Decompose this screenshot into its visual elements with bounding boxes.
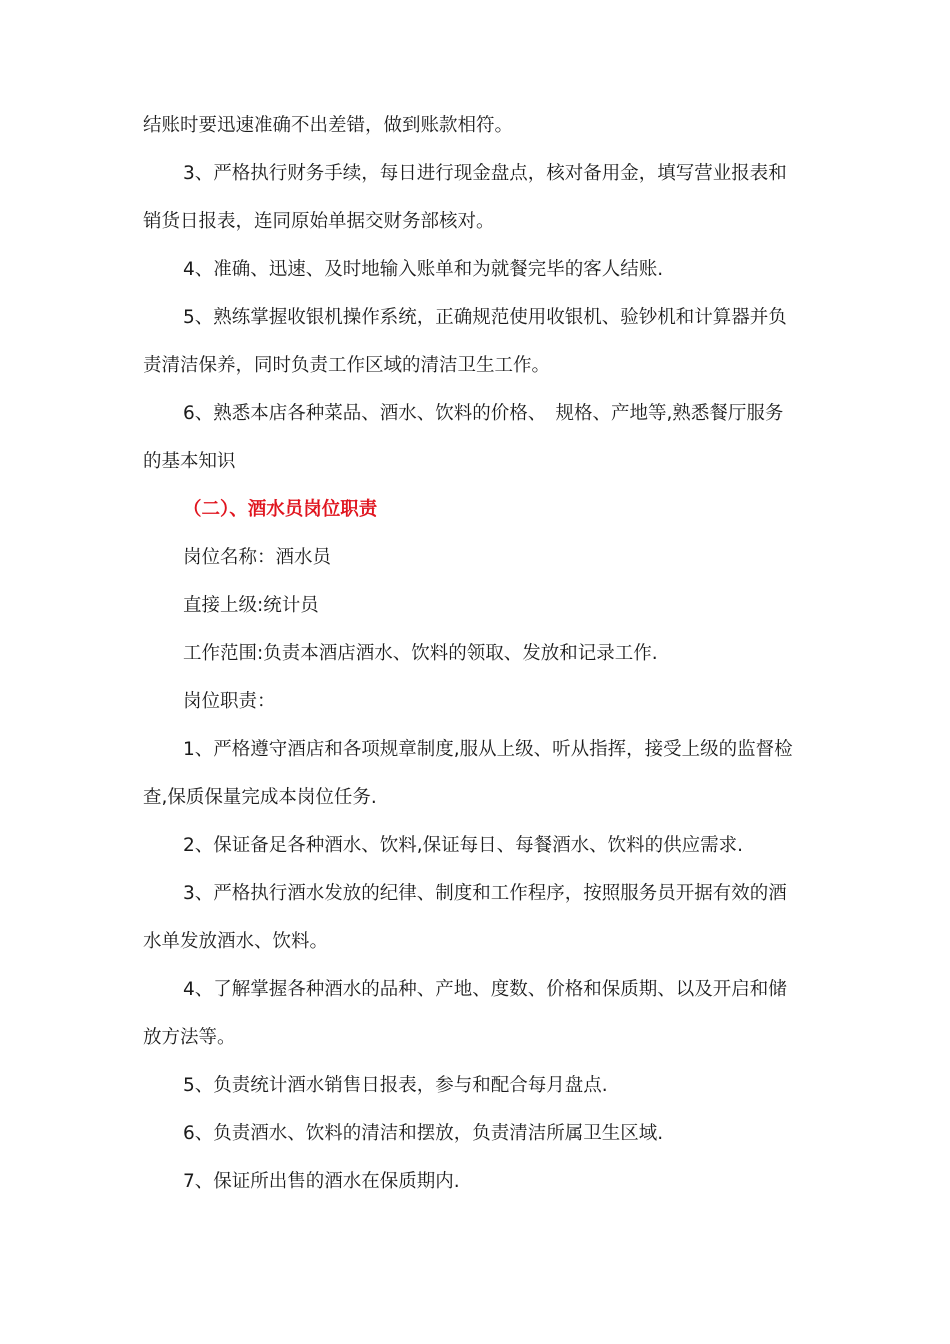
paragraph-continuation: 结账时要迅速准确不出差错，做到账款相符。 xyxy=(143,115,514,136)
direct-superior: 直接上级:统计员 xyxy=(183,595,319,616)
paragraph-item-3-line-2: 销货日报表，连同原始单据交财务部核对。 xyxy=(143,211,495,232)
paragraph-item-6-line-1: 6、熟悉本店各种菜品、酒水、饮料的价格、 规格、产地等,熟悉餐厅服务 xyxy=(183,403,784,424)
document-body xyxy=(143,102,823,1206)
work-scope: 工作范围:负责本酒店酒水、饮料的领取、发放和记录工作. xyxy=(183,643,658,664)
duty-3-line-2: 水单发放酒水、饮料。 xyxy=(143,931,329,952)
duty-1-line-2: 查,保质保量完成本岗位任务. xyxy=(143,787,377,808)
section-heading: （二）、酒水员岗位职责 xyxy=(183,499,378,520)
duty-2: 2、保证备足各种酒水、饮料,保证每日、每餐酒水、饮料的供应需求. xyxy=(183,835,744,856)
paragraph-item-6-line-2: 的基本知识 xyxy=(143,451,236,472)
duty-4-line-1: 4、了解掌握各种酒水的品种、产地、度数、价格和保质期、以及开启和储 xyxy=(183,979,787,1000)
duty-4-line-2: 放方法等。 xyxy=(143,1027,236,1048)
duty-1-line-1: 1、严格遵守酒店和各项规章制度,服从上级、听从指挥，接受上级的监督检 xyxy=(183,739,793,760)
duties-label: 岗位职责： xyxy=(183,691,276,712)
paragraph-item-5-line-2: 责清洁保养，同时负责工作区域的清洁卫生工作。 xyxy=(143,355,551,376)
duty-7: 7、保证所出售的酒水在保质期内. xyxy=(183,1171,460,1192)
paragraph-item-5-line-1: 5、熟练掌握收银机操作系统，正确规范使用收银机、验钞机和计算器并负 xyxy=(183,307,787,328)
duty-5: 5、负责统计酒水销售日报表，参与和配合每月盘点. xyxy=(183,1075,608,1096)
duty-6: 6、负责酒水、饮料的清洁和摆放，负责清洁所属卫生区域. xyxy=(183,1123,664,1144)
paragraph-item-4: 4、准确、迅速、及时地输入账单和为就餐完毕的客人结账. xyxy=(183,259,664,280)
paragraph-item-3-line-1: 3、严格执行财务手续，每日进行现金盘点，核对备用金，填写营业报表和 xyxy=(183,163,787,184)
duty-3-line-1: 3、严格执行酒水发放的纪律、制度和工作程序，按照服务员开据有效的酒 xyxy=(183,883,787,904)
position-name: 岗位名称：酒水员 xyxy=(183,547,332,568)
